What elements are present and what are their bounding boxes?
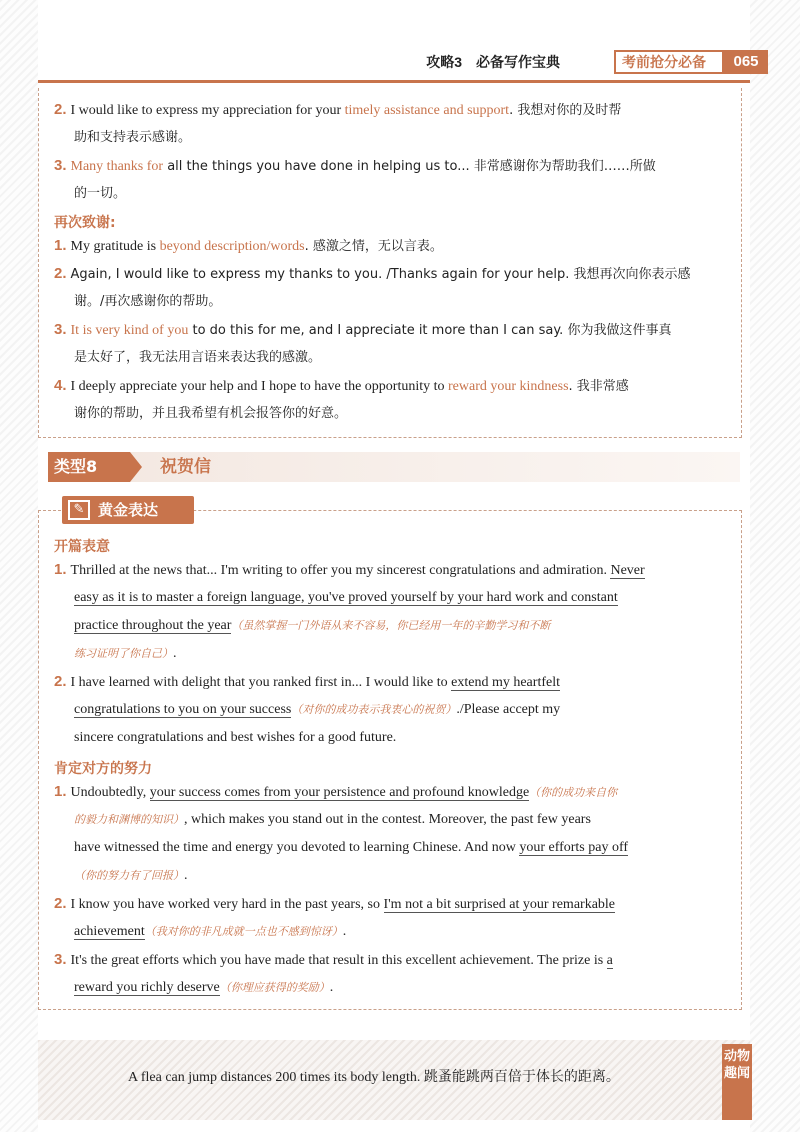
chevron-right-icon	[130, 452, 142, 482]
page	[38, 0, 759, 1132]
type-label: 类型8	[48, 452, 130, 482]
list-item-cont: reward you richly deserve（你理应获得的奖励）.	[74, 980, 334, 995]
list-item-cont: 的一切。	[74, 186, 127, 201]
list-item-cont: 练习证明了你自己）.	[74, 646, 177, 661]
gold-expressions-badge: ✎ 黄金表达	[62, 496, 194, 524]
list-item: 3. It's the great efforts which you have made that result in this excellent achievement. The prize is a	[54, 951, 613, 968]
type-banner	[48, 452, 740, 482]
type-title: 祝贺信	[160, 457, 211, 477]
list-item-cont: practice throughout the year（虽然掌握一门外语从来不容易，你已经用一年的辛勤学习和不断	[74, 618, 551, 633]
list-item-cont: sincere congratulations and best wishes for a good future.	[74, 730, 397, 745]
list-item: 3. It is very kind of you to do this for me, and I appreciate it more than I can say. 你为我做这件事真	[54, 321, 672, 338]
list-item: 2. I would like to express my appreciation for your timely assistance and support. 我想对你的及时帮	[54, 101, 622, 118]
pencil-icon: ✎	[68, 500, 90, 520]
list-item: 4. I deeply appreciate your help and I hope to have the opportunity to reward your kindness. 我非常感	[54, 377, 629, 394]
fun-fact-text: A flea can jump distances 200 times its body length. 跳蚤能跳两百倍于体长的距离。	[128, 1070, 620, 1085]
list-item-cont: 谢你的帮助，并且我希望有机会报答你的好意。	[74, 406, 348, 421]
list-item: 2. I have learned with delight that you ranked first in... I would like to extend my heartfelt	[54, 673, 560, 690]
list-item-cont: （你的努力有了回报）.	[74, 868, 188, 883]
list-item-cont: have witnessed the time and energy you devoted to learning Chinese. And now your efforts pay off	[74, 840, 629, 855]
list-item-cont: 是太好了，我无法用言语来表达我的感激。	[74, 350, 322, 365]
list-item-cont: 的毅力和渊博的知识）, which makes you stand out in the contest. Moreover, the past few years	[74, 812, 591, 827]
page-header	[38, 48, 759, 80]
section-title: 攻略3 必备写作宝典	[426, 54, 560, 70]
section-heading: 开篇表意	[54, 539, 110, 555]
list-item: 3. Many thanks for all the things you have done in helping us to... 非常感谢你为帮助我们……所做	[54, 157, 656, 174]
header-rule	[38, 80, 750, 83]
list-item-cont: easy as it is to master a foreign language, you've proved yourself by your hard work and constant	[74, 590, 618, 605]
fun-fact-tab: 动物趣闻	[722, 1044, 752, 1120]
header-tag: 考前抢分必备	[614, 50, 724, 74]
section-heading: 肯定对方的努力	[54, 761, 152, 777]
list-item: 2. Again, I would like to express my thanks to you. /Thanks again for your help. 我想再次向你表示感	[54, 265, 691, 282]
section-heading: 再次致谢:	[54, 215, 116, 231]
list-item-cont: 助和支持表示感谢。	[74, 130, 192, 145]
page-number: 065	[724, 50, 768, 74]
fun-fact-footer	[38, 1040, 750, 1120]
list-item: 2. I know you have worked very hard in the past years, so I'm not a bit surprised at your remarkable	[54, 895, 616, 912]
list-item: 1. My gratitude is beyond description/words. 感激之情，无以言表。	[54, 237, 443, 254]
list-item: 1. Thrilled at the news that... I'm writing to offer you my sincerest congratulations and admiration. Never	[54, 561, 645, 578]
list-item-cont: congratulations to you on your success（对你的成功表示我衷心的祝贺）./Please accept my	[74, 702, 561, 717]
list-item-cont: achievement（我对你的非凡成就一点也不感到惊讶）.	[74, 924, 347, 939]
list-item-cont: 谢。/再次感谢你的帮助。	[74, 294, 222, 309]
list-item: 1. Undoubtedly, your success comes from your persistence and profound knowledge（你的成功来自你	[54, 783, 618, 800]
